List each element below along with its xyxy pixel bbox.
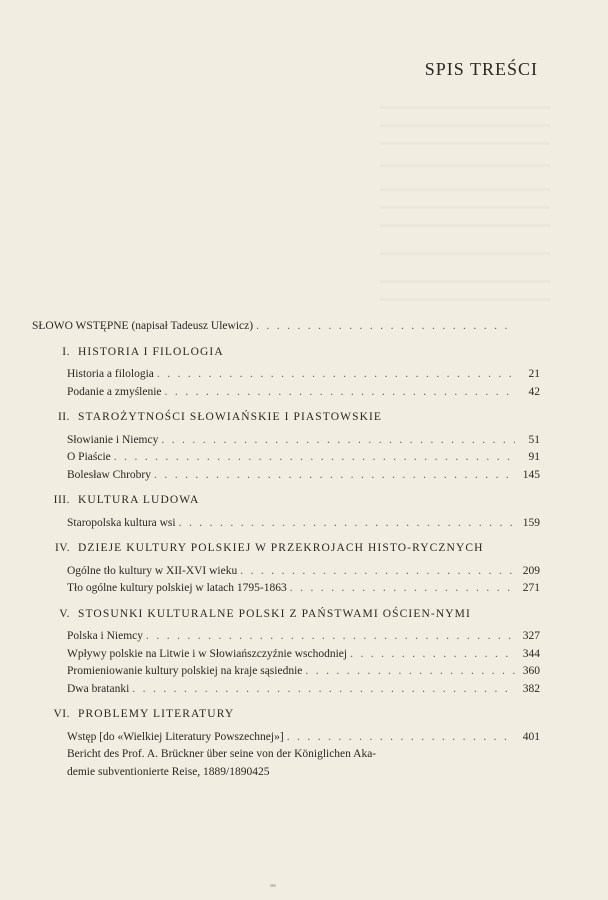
bleed-through-line [380, 252, 550, 255]
section-heading [32, 409, 540, 427]
toc-entry-text: Bolesław Chrobry [67, 468, 152, 481]
toc-entry [67, 681, 540, 699]
section-number: III. [53, 494, 70, 506]
section-title: PROBLEMY LITERATURY [78, 708, 235, 720]
toc-entry-page: 271 [522, 582, 540, 594]
section-number: V. [59, 607, 70, 620]
toc-entry [67, 467, 540, 485]
toc-entry [67, 729, 540, 747]
toc-entry-text: Staropolska kultura wsi [67, 516, 176, 529]
leader-dots [179, 515, 515, 533]
leader-dots [132, 681, 515, 699]
toc-entry-text: Historia a filologia [67, 368, 154, 380]
section-heading [32, 606, 540, 624]
bleed-through-line [380, 142, 550, 145]
leader-dots [350, 646, 515, 664]
bleed-through-line [380, 106, 550, 109]
section-heading [32, 540, 540, 558]
section-heading [32, 706, 540, 724]
toc-section [32, 344, 540, 402]
toc-entry-multiline [67, 746, 540, 781]
leader-dots [305, 663, 515, 681]
toc-entry-page: 360 [522, 665, 540, 677]
section-number: II. [57, 411, 70, 423]
toc-entry-text: Polska i Niemcy [67, 630, 144, 642]
leader-dots [154, 467, 515, 485]
toc-entry-page: 91 [528, 451, 540, 463]
toc-entry-text: Dwa bratanki [67, 682, 130, 695]
leader-dots [157, 366, 515, 384]
toc-entry [67, 563, 540, 581]
toc-entry-page: 209 [522, 564, 540, 577]
leader-dots [240, 563, 515, 581]
bleed-through-line [380, 188, 550, 191]
toc-section [32, 409, 540, 484]
toc-entry-page: 145 [522, 468, 540, 481]
leader-dots [290, 580, 515, 598]
section-title: STAROŻYTNOŚCI SŁOWIAŃSKIE I PIASTOWSKIE [78, 411, 383, 423]
toc-entry [67, 663, 540, 681]
section-heading [32, 344, 540, 362]
toc-entry-text: SŁOWO WSTĘPNE (napisał Tadeusz Ulewicz) [32, 320, 254, 332]
section-number: IV. [54, 542, 70, 554]
leader-dots [165, 384, 515, 402]
leader-dots [256, 318, 515, 336]
toc-entry-text: Wstęp [do «Wielkiej Literatury Powszechnej»] [67, 730, 284, 743]
bleed-through-line [380, 206, 550, 209]
page-title: SPIS TREŚCI [424, 59, 538, 79]
toc-entry-page: 401 [522, 730, 540, 743]
leader-dots [146, 628, 515, 646]
section-heading [32, 492, 540, 510]
toc-entry [67, 432, 540, 450]
toc-entry-page: 425 [252, 765, 270, 778]
toc-entry-page: 21 [528, 368, 540, 380]
toc-entry-text-line2: demie subventionierte Reise, 1889/1890 [67, 765, 253, 778]
toc-entry-page: 42 [528, 385, 540, 398]
toc-entry-page: 344 [522, 647, 540, 660]
toc-entry-preface [32, 318, 540, 336]
table-of-contents [32, 318, 540, 789]
toc-entry [67, 449, 540, 467]
toc-entry-page: 51 [528, 433, 540, 446]
toc-section [32, 540, 540, 598]
toc-section [32, 606, 540, 699]
toc-entry-text: Ogólne tło kultury w XII-XVI wieku [67, 564, 238, 577]
toc-entry-text: O Piaście [67, 451, 111, 463]
section-title: HISTORIA I FILOLOGIA [78, 345, 224, 358]
toc-entry-text: Wpływy polskie na Litwie i w Słowiańszczyźnie wschodniej [67, 647, 348, 660]
toc-entry-page: 159 [522, 516, 540, 529]
page-mark [270, 884, 276, 887]
bleed-through-line [380, 224, 550, 227]
leader-dots [287, 729, 515, 747]
toc-entry [67, 628, 540, 646]
toc-entry-page: 382 [522, 682, 540, 695]
section-number: I. [62, 345, 70, 358]
toc-entry-text: Tło ogólne kultury polskiej w latach 1795-1863 [67, 582, 287, 594]
toc-entry [67, 646, 540, 664]
bleed-through-line [380, 124, 550, 127]
toc-entry [67, 384, 540, 402]
toc-section [32, 492, 540, 532]
toc-section [32, 706, 540, 781]
toc-entry-text: Promieniowanie kultury polskiej na kraje sąsiednie [67, 665, 303, 677]
toc-entry [67, 580, 540, 598]
leader-dots [114, 449, 515, 467]
toc-entry [67, 515, 540, 533]
toc-entry-text: Podanie a zmyślenie [67, 385, 162, 398]
bleed-through-line [380, 164, 550, 167]
section-title: DZIEJE KULTURY POLSKIEJ W PRZEKROJACH HISTO-RYCZNYCH [78, 542, 484, 554]
leader-dots [161, 432, 515, 450]
toc-entry-text: Słowianie i Niemcy [67, 433, 159, 446]
toc-entry-text-line1: Bericht des Prof. A. Brückner über seine von der Königlichen Aka- [67, 748, 377, 760]
section-title: KULTURA LUDOWA [78, 494, 200, 506]
bleed-through-line [380, 280, 550, 283]
toc-entry-page: 327 [522, 630, 540, 642]
toc-entry [67, 366, 540, 384]
section-number: VI. [53, 708, 70, 720]
section-title: STOSUNKI KULTURALNE POLSKI Z PAŃSTWAMI OŚCIEN-NYMI [78, 607, 471, 620]
bleed-through-line [380, 298, 550, 301]
